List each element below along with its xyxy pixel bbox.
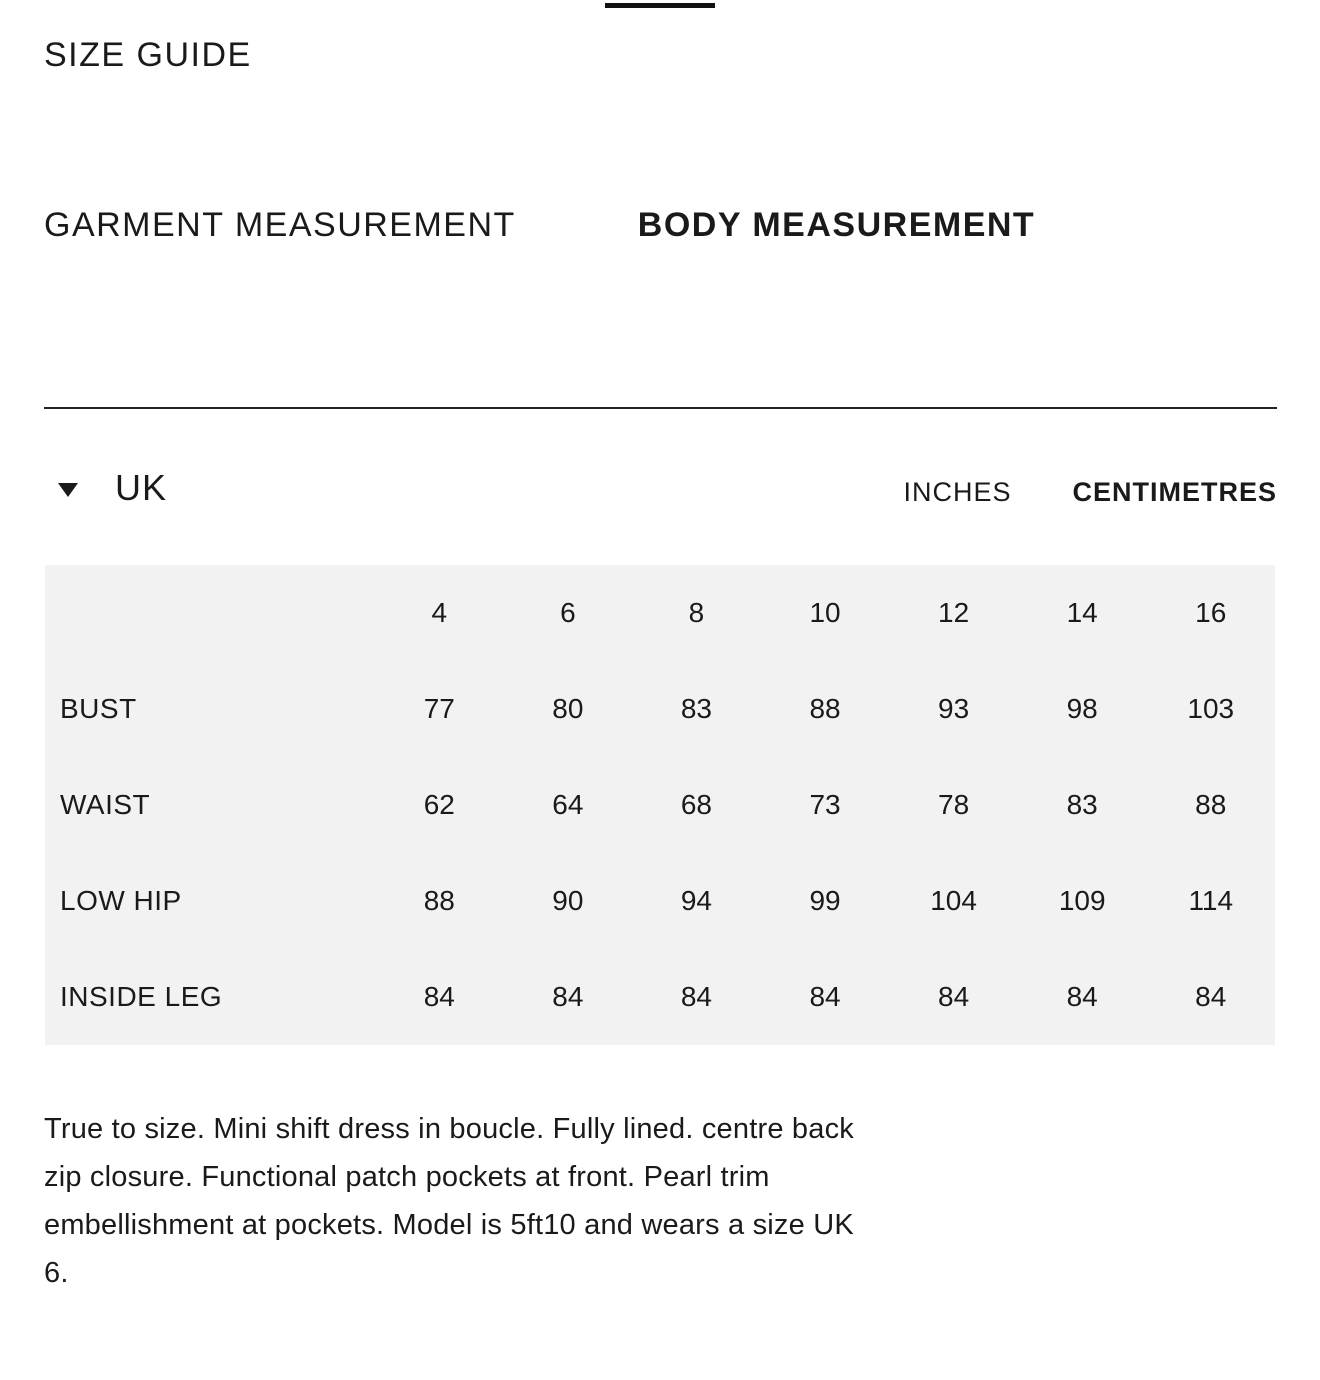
measurement-value: 78 (938, 789, 970, 820)
measurement-value: 73 (809, 789, 841, 820)
divider (44, 407, 1277, 409)
measurement-value: 103 (1187, 693, 1235, 724)
unit-inches[interactable]: INCHES (903, 477, 1012, 507)
size-column-header: 14 (1066, 597, 1098, 628)
measurement-value: 68 (680, 789, 713, 820)
measurement-value: 77 (423, 693, 455, 724)
measurement-value: 64 (552, 789, 584, 820)
measurement-value: 114 (1188, 885, 1234, 916)
measurement-value: 98 (1066, 693, 1098, 724)
measurement-value: 83 (680, 693, 713, 724)
tab-garment-measurement[interactable]: GARMENT MEASUREMENT (44, 206, 516, 244)
measurement-value: 84 (680, 981, 713, 1012)
measurement-value: 88 (809, 693, 841, 724)
tab-body-measurement[interactable]: BODY MEASUREMENT (637, 206, 1036, 244)
measurement-value: 88 (1195, 789, 1227, 820)
size-table (45, 565, 1275, 1045)
measurement-value: 84 (1195, 981, 1227, 1012)
unit-toggle (903, 477, 1277, 508)
product-description (44, 1105, 1124, 1297)
description-line: zip closure. Functional patch pockets at front. Pearl trim (44, 1161, 770, 1193)
table-row-low-hip (45, 853, 1275, 949)
table-header-row (45, 565, 1275, 661)
measurement-tabs (44, 207, 1035, 243)
measurement-value: 90 (552, 885, 584, 916)
measurement-value: 94 (680, 885, 713, 916)
row-label: LOW HIP (60, 885, 182, 916)
table-row-waist (45, 757, 1275, 853)
measurement-value: 104 (930, 885, 977, 916)
row-label: BUST (60, 693, 137, 724)
tab-indicator-line (605, 3, 715, 8)
size-column-header: 10 (809, 597, 841, 628)
size-column-header: 16 (1195, 597, 1227, 628)
measurement-value: 84 (552, 981, 584, 1012)
measurement-value: 62 (423, 789, 455, 820)
measurement-value: 84 (938, 981, 970, 1012)
description-line: embellishment at pockets. Model is 5ft10 and wears a size UK (44, 1209, 854, 1241)
table-row-inside-leg (45, 949, 1275, 1045)
size-column-header: 12 (938, 597, 970, 628)
description-line: 6. (44, 1257, 69, 1289)
measurement-value: 84 (809, 981, 841, 1012)
measurement-value: 84 (1066, 981, 1098, 1012)
chevron-down-icon (58, 483, 78, 497)
measurement-value: 80 (552, 693, 584, 724)
region-selector-value: UK (115, 467, 168, 508)
row-label: WAIST (60, 789, 151, 820)
table-row-bust (45, 661, 1275, 757)
unit-centimetres[interactable]: CENTIMETRES (1072, 477, 1277, 507)
description-line: True to size. Mini shift dress in boucle. Fully lined. centre back (44, 1113, 854, 1145)
size-column-header: 8 (688, 597, 705, 628)
measurement-value: 93 (938, 693, 970, 724)
region-selector-dropdown[interactable] (58, 468, 167, 508)
page-title: SIZE GUIDE (44, 36, 252, 74)
measurement-value: 88 (423, 885, 455, 916)
measurement-value: 109 (1058, 885, 1106, 916)
row-label: INSIDE LEG (60, 981, 223, 1012)
size-column-header: 6 (560, 597, 576, 628)
measurement-value: 84 (423, 981, 455, 1012)
measurement-value: 83 (1066, 789, 1098, 820)
measurement-value: 99 (809, 885, 841, 916)
size-column-header: 4 (431, 597, 448, 628)
